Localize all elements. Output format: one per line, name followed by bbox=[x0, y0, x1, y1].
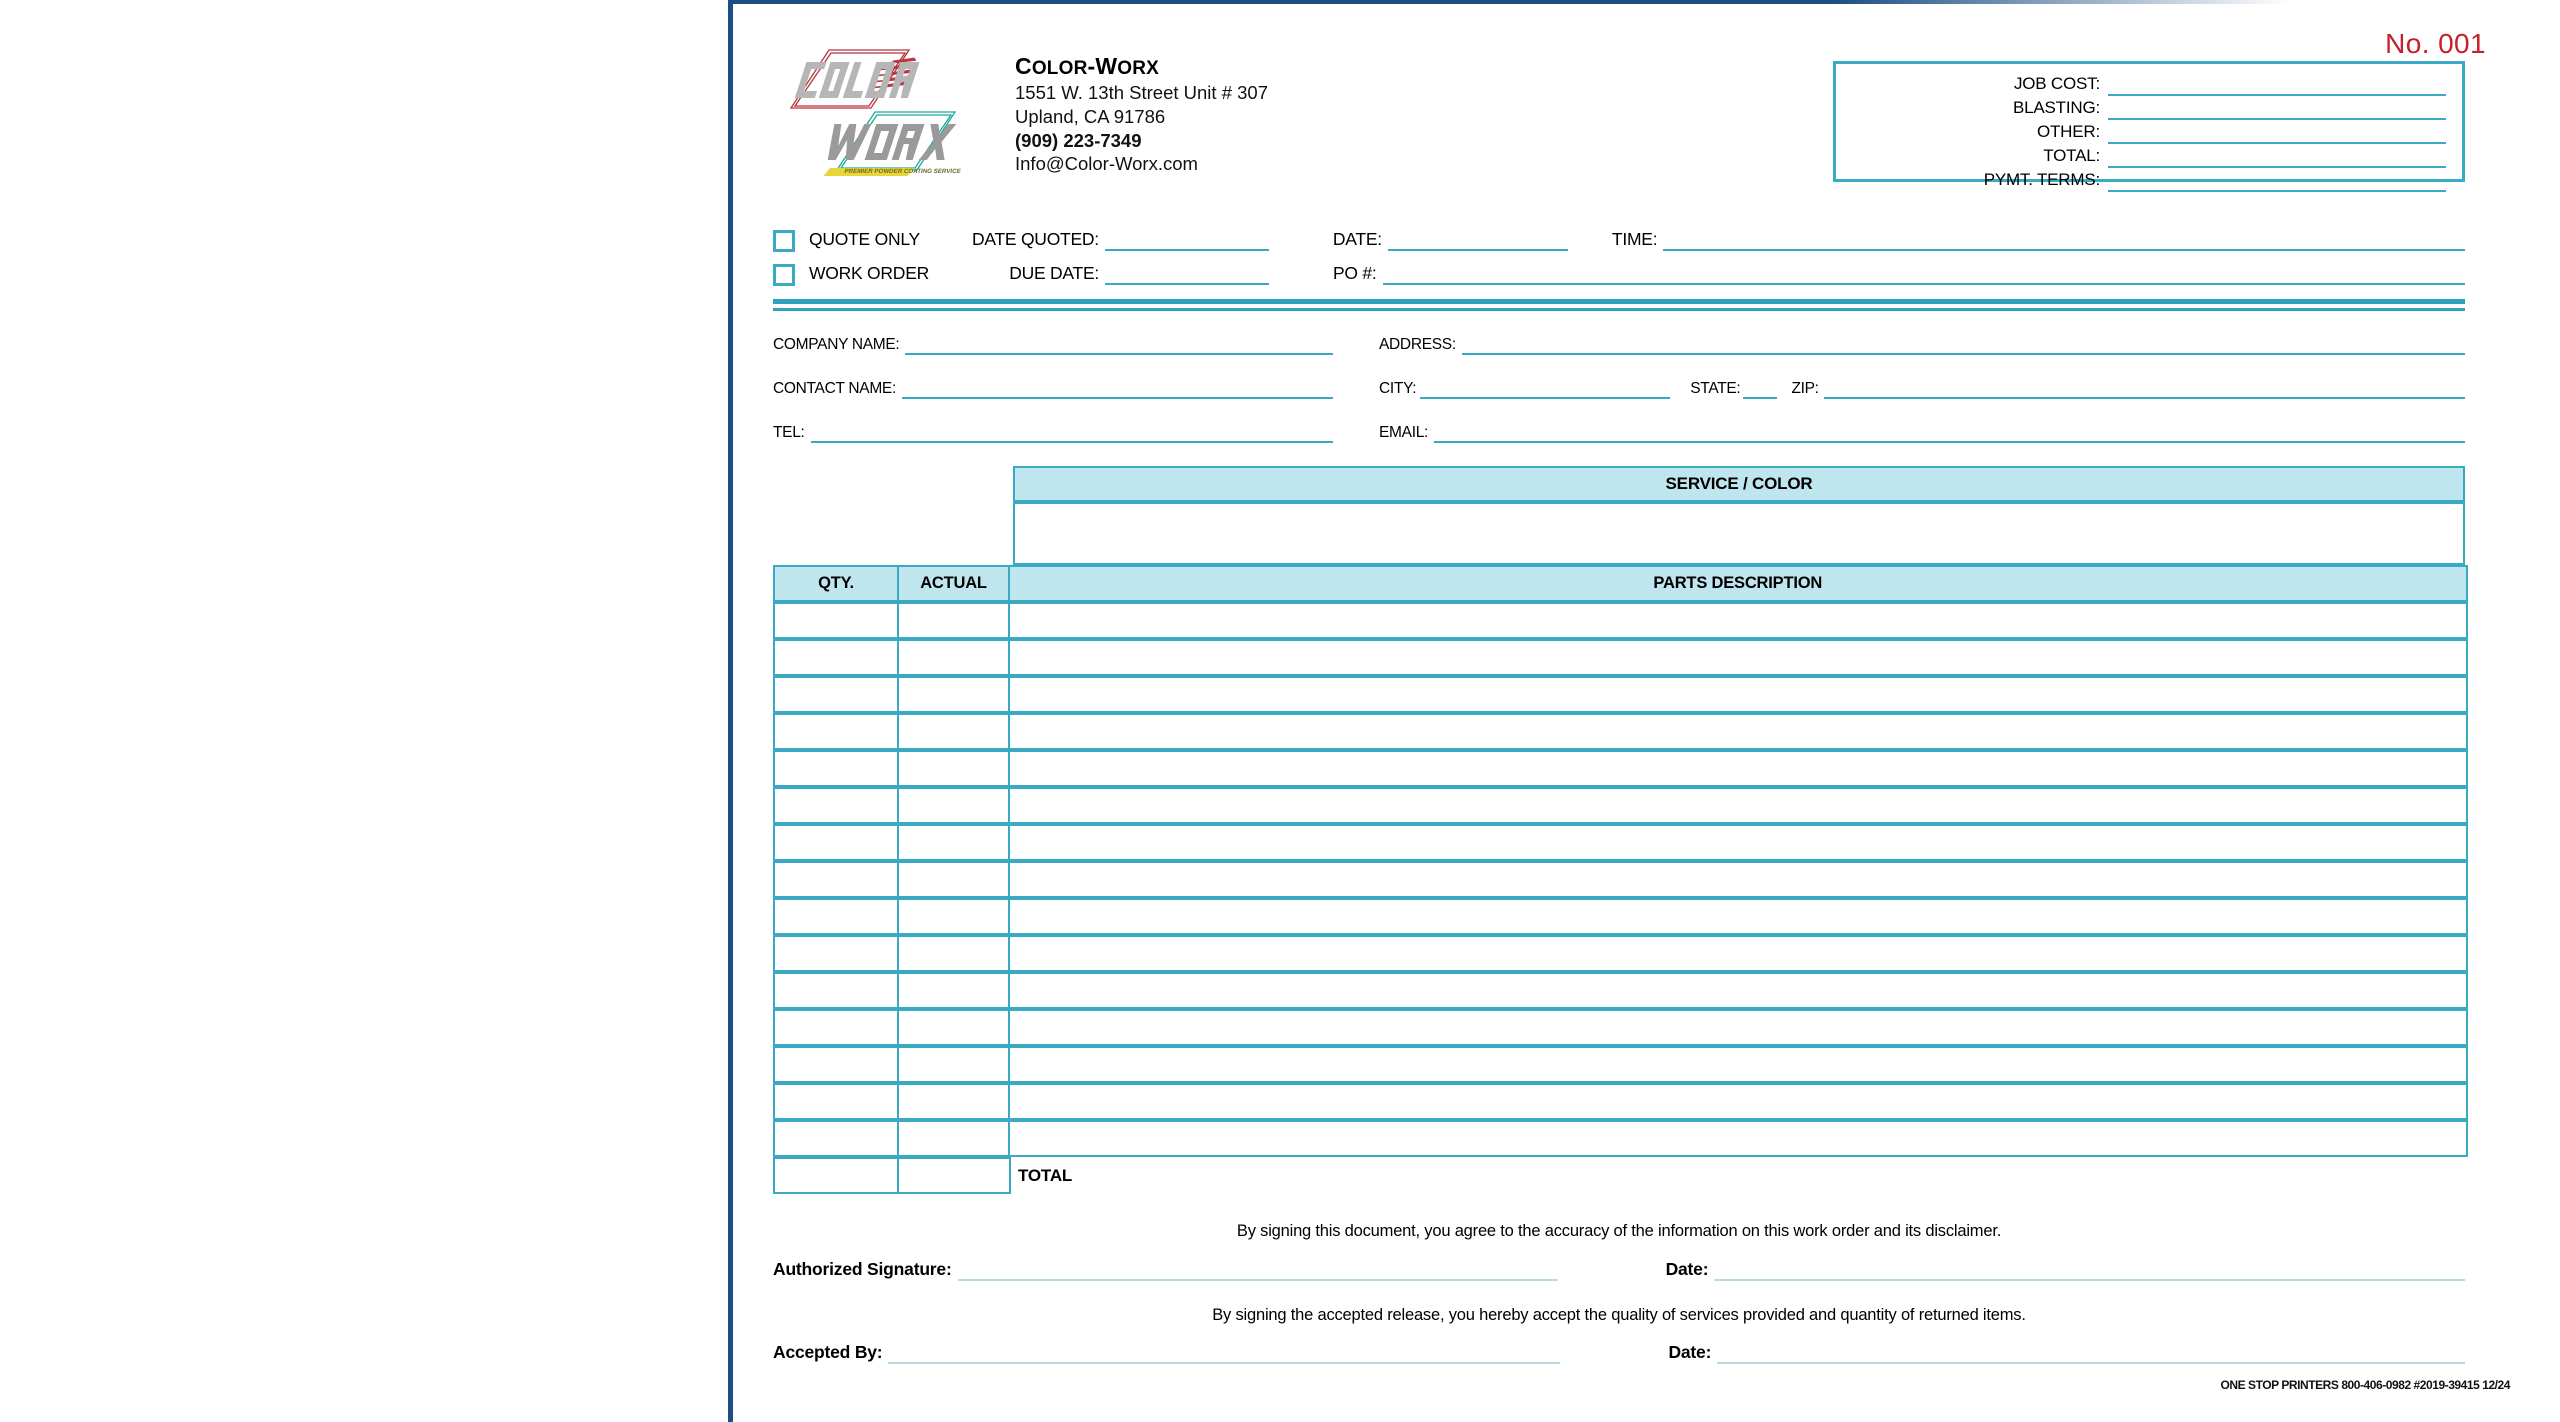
input-accepted-by[interactable] bbox=[888, 1361, 1560, 1364]
label-date: DATE: bbox=[1332, 228, 1382, 249]
table-row bbox=[773, 1046, 2465, 1083]
cell-actual[interactable] bbox=[897, 935, 1011, 972]
cost-input-job-cost[interactable] bbox=[2108, 93, 2446, 96]
cell-actual[interactable] bbox=[897, 639, 1011, 676]
table-row bbox=[773, 861, 2465, 898]
company-name: COLOR-WORX bbox=[1015, 53, 1160, 79]
cell-qty[interactable] bbox=[773, 713, 899, 750]
parts-table-total-row bbox=[773, 1157, 2465, 1194]
cost-input-other[interactable] bbox=[2108, 141, 2446, 144]
work-order-form-sheet bbox=[728, 0, 2560, 1422]
cell-qty[interactable] bbox=[773, 824, 899, 861]
label-date-1: Date: bbox=[1665, 1258, 1709, 1279]
table-row bbox=[773, 824, 2465, 861]
table-row bbox=[773, 1120, 2465, 1157]
parts-table-header-row bbox=[773, 565, 2465, 602]
column-header-parts-description: PARTS DESCRIPTION bbox=[1008, 565, 2468, 602]
label-zip: ZIP: bbox=[1791, 379, 1819, 397]
cell-actual[interactable] bbox=[897, 713, 1011, 750]
company-info-block bbox=[1015, 52, 1268, 176]
cell-actual[interactable] bbox=[897, 861, 1011, 898]
input-state[interactable] bbox=[1743, 396, 1777, 399]
cell-parts-description[interactable] bbox=[1008, 824, 2468, 861]
cost-row-job-cost bbox=[1836, 72, 2462, 96]
disclaimer-text-2: By signing the accepted release, you hereby accept the quality of services provided and quantity of returned items. bbox=[1212, 1306, 2026, 1324]
input-company-name[interactable] bbox=[905, 352, 1333, 355]
cell-qty[interactable] bbox=[773, 1046, 899, 1083]
checkbox-quote-only[interactable] bbox=[773, 230, 795, 252]
total-label: TOTAL bbox=[1018, 1165, 1073, 1185]
cell-actual[interactable] bbox=[897, 1046, 1011, 1083]
cell-qty[interactable] bbox=[773, 639, 899, 676]
logo-tagline: PREMIER POWDER COATING SERVICE bbox=[843, 168, 962, 175]
cost-row-total bbox=[1836, 144, 2462, 168]
cell-parts-description[interactable] bbox=[1008, 1009, 2468, 1046]
cell-qty[interactable] bbox=[773, 602, 899, 639]
cost-label-total: TOTAL: bbox=[2043, 146, 2100, 165]
contact-row-1 bbox=[773, 331, 2465, 355]
table-row bbox=[773, 1083, 2465, 1120]
label-date-quoted: DATE QUOTED: bbox=[971, 228, 1099, 249]
cell-parts-description[interactable] bbox=[1008, 787, 2468, 824]
label-quote-only: QUOTE ONLY bbox=[809, 228, 920, 249]
order-type-row-1 bbox=[773, 227, 2465, 251]
cost-input-total[interactable] bbox=[2108, 165, 2446, 168]
cell-parts-description[interactable] bbox=[1008, 750, 2468, 787]
cell-qty[interactable] bbox=[773, 861, 899, 898]
input-email[interactable] bbox=[1434, 440, 2465, 443]
company-phone: (909) 223-7349 bbox=[1015, 129, 1142, 151]
cell-actual[interactable] bbox=[897, 824, 1011, 861]
order-type-row-2 bbox=[773, 261, 2465, 285]
cell-actual[interactable] bbox=[897, 972, 1011, 1009]
table-row bbox=[773, 639, 2465, 676]
company-address-line-1: 1551 W. 13th Street Unit # 307 bbox=[1015, 82, 1268, 104]
input-city[interactable] bbox=[1420, 396, 1670, 399]
cell-qty[interactable] bbox=[773, 972, 899, 1009]
input-zip[interactable] bbox=[1824, 396, 2465, 399]
input-due-date[interactable] bbox=[1105, 282, 1269, 285]
service-color-input[interactable] bbox=[1013, 502, 2465, 565]
table-row bbox=[773, 713, 2465, 750]
cell-parts-description[interactable] bbox=[1008, 639, 2468, 676]
cell-parts-description[interactable] bbox=[1008, 861, 2468, 898]
parts-grid bbox=[773, 565, 2465, 1194]
table-row bbox=[773, 1009, 2465, 1046]
form-number: No. 001 bbox=[2385, 28, 2486, 59]
input-contact-name[interactable] bbox=[902, 396, 1333, 399]
contact-row-3 bbox=[773, 419, 2465, 443]
cell-parts-description[interactable] bbox=[1008, 713, 2468, 750]
cell-actual[interactable] bbox=[897, 898, 1011, 935]
cell-actual[interactable] bbox=[897, 602, 1011, 639]
company-logo bbox=[775, 42, 985, 177]
cost-label-job-cost: JOB COST: bbox=[2013, 74, 2100, 93]
service-color-header: SERVICE / COLOR bbox=[1013, 466, 2465, 502]
cost-label-pymt-terms: PYMT. TERMS: bbox=[1983, 170, 2100, 189]
checkbox-work-order[interactable] bbox=[773, 264, 795, 286]
label-accepted-by: Accepted By: bbox=[773, 1341, 883, 1362]
contact-row-2 bbox=[773, 375, 2465, 399]
total-actual-cell[interactable] bbox=[897, 1157, 1011, 1194]
cell-parts-description[interactable] bbox=[1008, 898, 2468, 935]
cell-qty[interactable] bbox=[773, 1009, 899, 1046]
cell-qty[interactable] bbox=[773, 898, 899, 935]
cell-qty[interactable] bbox=[773, 1083, 899, 1120]
table-row bbox=[773, 972, 2465, 1009]
table-row bbox=[773, 750, 2465, 787]
printer-credit: ONE STOP PRINTERS 800-406-0982 #2019-39415 12/24 bbox=[2220, 1378, 2510, 1392]
label-po: PO #: bbox=[1333, 262, 1377, 283]
table-row bbox=[773, 602, 2465, 639]
input-date-2[interactable] bbox=[1717, 1361, 2465, 1364]
section-divider bbox=[773, 299, 2465, 311]
company-email: Info@Color-Worx.com bbox=[1015, 153, 1198, 175]
job-cost-box bbox=[1833, 61, 2465, 189]
table-row bbox=[773, 935, 2465, 972]
top-border-fade bbox=[1833, 0, 2560, 6]
cost-row-blasting bbox=[1836, 96, 2462, 120]
input-date-1[interactable] bbox=[1714, 1278, 2465, 1281]
label-address: ADDRESS: bbox=[1379, 335, 1456, 353]
cell-parts-description[interactable] bbox=[1008, 935, 2468, 972]
label-tel: TEL: bbox=[773, 423, 805, 441]
company-address-line-2: Upland, CA 91786 bbox=[1015, 106, 1166, 128]
input-tel[interactable] bbox=[811, 440, 1333, 443]
table-row bbox=[773, 787, 2465, 824]
cell-qty[interactable] bbox=[773, 787, 899, 824]
cost-input-pymt-terms[interactable] bbox=[2108, 189, 2446, 192]
input-date-quoted[interactable] bbox=[1105, 248, 1269, 251]
accepted-by-row bbox=[773, 1340, 2465, 1364]
cell-parts-description[interactable] bbox=[1008, 1083, 2468, 1120]
cell-qty[interactable] bbox=[773, 750, 899, 787]
label-email: EMAIL: bbox=[1379, 423, 1429, 441]
label-company-name: COMPANY NAME: bbox=[773, 335, 900, 353]
cell-parts-description[interactable] bbox=[1008, 602, 2468, 639]
cell-qty[interactable] bbox=[773, 935, 899, 972]
table-row bbox=[773, 676, 2465, 713]
cost-input-blasting[interactable] bbox=[2108, 117, 2446, 120]
cost-row-other bbox=[1836, 120, 2462, 144]
label-work-order: WORK ORDER bbox=[809, 262, 929, 283]
input-address[interactable] bbox=[1462, 352, 2465, 355]
label-time: TIME: bbox=[1611, 228, 1658, 249]
cell-actual[interactable] bbox=[897, 1120, 1011, 1157]
cell-actual[interactable] bbox=[897, 787, 1011, 824]
cell-actual[interactable] bbox=[897, 676, 1011, 713]
input-po[interactable] bbox=[1383, 282, 2466, 285]
label-authorized-signature: Authorized Signature: bbox=[773, 1258, 952, 1279]
cell-parts-description[interactable] bbox=[1008, 972, 2468, 1009]
column-header-actual: ACTUAL bbox=[897, 565, 1011, 602]
authorized-signature-row bbox=[773, 1257, 2465, 1281]
cell-actual[interactable] bbox=[897, 1083, 1011, 1120]
label-city: CITY: bbox=[1379, 379, 1417, 397]
cell-parts-description[interactable] bbox=[1008, 1120, 2468, 1157]
input-time[interactable] bbox=[1663, 248, 2465, 251]
table-row bbox=[773, 898, 2465, 935]
cost-row-pymt-terms bbox=[1836, 168, 2462, 192]
parts-rows-container bbox=[773, 602, 2465, 1157]
column-header-qty: QTY. bbox=[773, 565, 899, 602]
label-due-date: DUE DATE: bbox=[1009, 262, 1099, 283]
cost-label-other: OTHER: bbox=[2036, 122, 2100, 141]
disclaimer-text-1: By signing this document, you agree to the accuracy of the information on this work order and its disclaimer. bbox=[1236, 1222, 2002, 1240]
cell-parts-description[interactable] bbox=[1008, 1046, 2468, 1083]
cell-actual[interactable] bbox=[897, 1009, 1011, 1046]
cost-label-blasting: BLASTING: bbox=[2012, 98, 2100, 117]
total-qty-cell[interactable] bbox=[773, 1157, 899, 1194]
input-authorized-signature[interactable] bbox=[958, 1278, 1558, 1281]
label-date-2: Date: bbox=[1668, 1341, 1712, 1362]
label-state: STATE: bbox=[1690, 379, 1741, 397]
cell-parts-description[interactable] bbox=[1008, 676, 2468, 713]
cell-actual[interactable] bbox=[897, 750, 1011, 787]
input-date[interactable] bbox=[1388, 248, 1568, 251]
cell-qty[interactable] bbox=[773, 676, 899, 713]
cell-qty[interactable] bbox=[773, 1120, 899, 1157]
label-contact-name: CONTACT NAME: bbox=[773, 379, 896, 397]
